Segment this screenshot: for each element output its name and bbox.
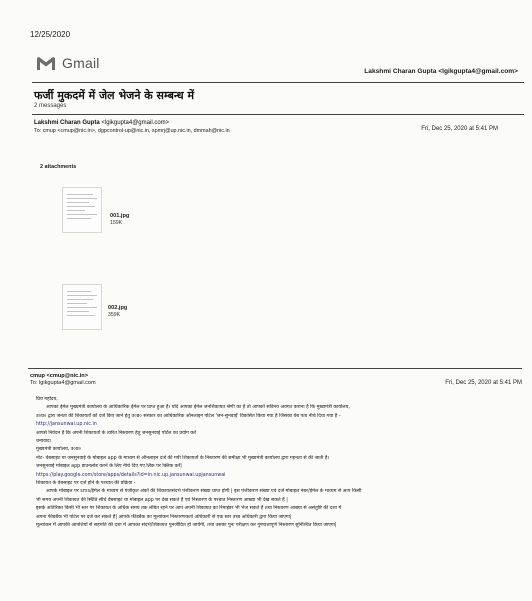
jansunwai-link[interactable]: http://jansunwai.up.nic.in [36,422,97,428]
gmail-logo [36,55,100,71]
body-line: आपसे निवेदन है कि अपनी शिकायतों के त्वरित निस्तारण हेतु जनसुनवाई पोर्टल का प्रयोग करें [36,430,197,436]
body-line: जनसुनवाई मोबाइल app डाउनलोड करने के लिए नीचे दिए गए लिंक पर क्लिक करें| [36,464,182,470]
body-line: आपका ईमेल मुख्यमंत्री कार्यालय के आधिकारिक ईमेल पर प्राप्त हुआ है। यदि आपका ईमेल जनशिकायत श्रेणी का है तो आपको सविनय अवगत कराना है कि मुख्यमंत्री कार्यालय, [46,405,350,411]
body-line: शिकायत के वेबसाइट पर दर्ज होने के पश्चात की प्रक्रिया - [36,481,136,487]
body-line: प्रिय महोदय, [36,397,58,402]
attachment-name-2[interactable]: 002.jpg [108,305,128,311]
body-line: आपके मोबाइल पर sms/ईमेल के माध्यम से पंजीकृत अंकों की शिकायतसंदर्भ पंजीकरण संख्या प्राप्त होगी | इस पंजीकरण संख्या एवं दर्ज मोबाइल नंबर/ईमेल के माध्यम से आप किसी [46,489,362,495]
message1-date: Fri, Dec 25, 2020 at 5:41 PM [421,126,498,132]
body-line: अपना फीडबैक भी पोर्टल पर दर्ज कर सकते हैं| आपके फीडबैक का मूल्यांकन निस्तारणकर्ता अधिकारी से एक स्तर उच्च अधिकारी द्वारा किया जाएगा| [36,514,292,520]
body-line: नोट- वेबसाइट या जनसुनवाई के मोबाइल app के माध्यम से ऑनलाइन दर्ज की गयी शिकायतों के निस्तारण की समीक्षा भी मुख्यमंत्री कार्यालय द्वारा गहनता से की जाती है। [36,455,330,461]
attachments-header: 2 attachments [40,164,77,170]
message1-sender-name: Lakshmi Charan Gupta [34,120,100,126]
header-divider [32,82,524,83]
message2-recipient: To: lgikgupta4@gmail.com [30,380,96,386]
message2-sender: cmup <cmup@nic.in> [30,373,88,379]
gmail-envelope-icon [36,56,56,71]
message-count: 2 messages [34,103,67,109]
message2-body [36,396,516,531]
body-line: धन्यवाद। [36,439,52,445]
body-line: इसके अतिरिक्त किसी भी स्तर पर शिकायत के अधिक समय तक लंबित रहने पर आप अपनी शिकायत का रिमाइंडर भी भेज सकते हैं तथा निस्तारण आख्या से असंतुष्टि की दशा में [36,506,342,512]
message-divider [28,368,522,369]
body-line: भी समय अपनी शिकायत की स्थिति सीधे वेबसाइट या मोबाइल app पर देख सकते हैं एवं निस्तारण के पश्चात निस्तारण आख्या भी देख सकते हैं | [36,497,288,503]
print-date: 12/25/2020 [30,30,71,39]
gmail-wordmark: Gmail [62,55,100,71]
attachment-name-1[interactable]: 001.jpg [110,213,130,219]
play-store-link[interactable]: https://play.google.com/store/apps/details?id=in.nic.up.jansunwai.upjansunwai [36,472,226,478]
attachment-size-1: 159K [110,220,123,226]
attachment-thumbnail-2[interactable] [62,284,102,330]
body-line: मुख्यमंत्री कार्यालय, उ०प्र० [36,447,82,453]
thread-subject: फर्जी मुकदमें में जेल भेजने के सम्बन्ध में [34,89,195,102]
body-line: मूल्यांकन में आपकी आपत्तियों से सहमति की दशा में आपका संदर्भ/शिकायत पुनर्जीवित हो जायेगी, तथा उसका पुनः परीक्षण कर गुणवत्तापूर्ण निस्तारण सुनिश्चित किया जाएगा| [36,523,337,529]
message1-recipients: To: cmup <cmup@nic.in>, dgpcontrol-up@nic.in, spmrj@up.nic.in, dmmah@nic.in [34,128,230,134]
attachment-thumbnail-1[interactable] [62,187,102,233]
account-header: Lakshmi Charan Gupta <lgikgupta4@gmail.com> [364,68,518,75]
message2-date: Fri, Dec 25, 2020 at 5:41 PM [445,380,522,386]
message1-sender [34,120,169,126]
body-line: उ०प्र० द्वारा जनता की शिकायतों को दर्ज किए जाने हेतु उ०प्र० सरकार का आधिकारिक ऑनलाइन पोर्टल 'जन-सुनवाई' विकसित किया गया है जिसका वेब पता नीचे दिया गया है - [36,413,341,419]
thread-divider [32,114,524,115]
message1-sender-email: <lgikgupta4@gmail.com> [101,120,170,126]
attachment-size-2: 359K [108,312,121,318]
